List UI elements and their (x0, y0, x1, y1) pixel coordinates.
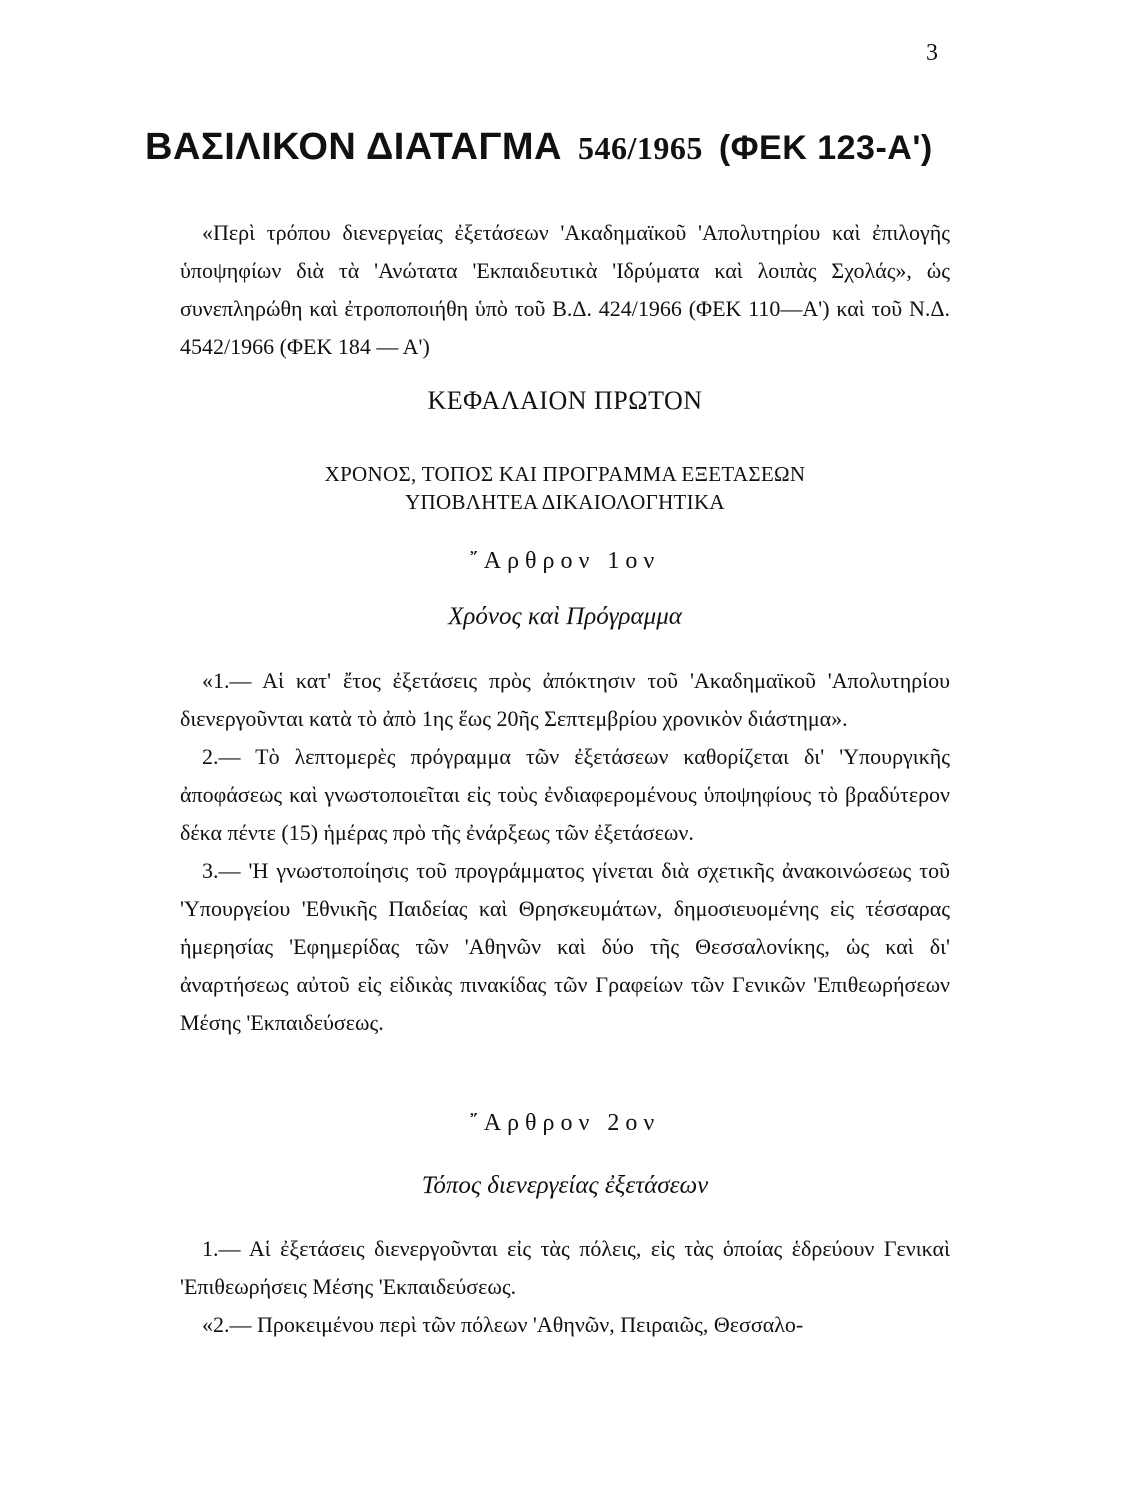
article-1-subtitle: Χρόνος καὶ Πρόγραμμα (448, 603, 682, 630)
article-1-body (180, 662, 950, 1042)
chapter-subtitle (180, 460, 950, 516)
chapter-subtitle-line-2: ΥΠΟΒΛΗΤΕΑ ΔΙΚΑΙΟΛΟΓΗΤΙΚΑ (405, 490, 725, 514)
article-1-paragraph-2: 2.— Τὸ λεπτομερὲς πρόγραμμα τῶν ἐξετάσεων καθορίζεται δι' 'Υπουργικῆς ἀποφάσεως καὶ γνωστοποιεῖται εἰς τοὺς ἐνδιαφερομένους ὑποψηφίους τὸ βραδύτερον δέκα πέντε (15) ἡμέρας πρὸ τῆς ἐνάρξεως τῶν ἐξετάσεων. (180, 744, 950, 845)
article-2-paragraph-1: 1.— Αἱ ἐξετάσεις διενεργοῦνται εἰς τὰς πόλεις, εἰς τὰς ὁποίας ἑδρεύουν Γενικαὶ 'Επιθεωρήσεις Μέσης 'Εκπαιδεύσεως. (180, 1236, 950, 1299)
article-1-paragraph-1: «1.— Αἱ κατ' ἔτος ἐξετάσεις πρὸς ἀπόκτησιν τοῦ 'Ακαδημαϊκοῦ 'Απολυτηρίου διενεργοῦνται κατὰ τὸ ἀπὸ 1ης ἕως 20ῆς Σεπτεμβρίου χρονικὸν διάστημα». (180, 668, 950, 731)
article-2-paragraph-2: «2.— Προκειμένου περὶ τῶν πόλεων 'Αθηνῶν, Πειραιῶς, Θεσσαλο- (202, 1312, 804, 1337)
article-2-body (180, 1230, 950, 1344)
article-2-heading: ῎Αρθρον 2ον (469, 1110, 661, 1136)
chapter-subtitle-line-1: ΧΡΟΝΟΣ, ΤΟΠΟΣ ΚΑΙ ΠΡΟΓΡΑΜΜΑ ΕΞΕΤΑΣΕΩΝ (324, 462, 806, 486)
article-2-subtitle: Τόπος διενεργείας ἐξετάσεων (421, 1172, 709, 1199)
page-number: 3 (926, 40, 938, 66)
chapter-title: ΚΕΦΑΛΑΙΟΝ ΠΡΩΤΟΝ (427, 386, 703, 415)
intro-paragraph (180, 214, 950, 366)
decree-number: 546/1965 (577, 130, 703, 166)
decree-title (145, 126, 933, 169)
article-1-paragraph-3: 3.— 'Η γνωστοποίησις τοῦ προγράμματος γίνεται διὰ σχετικῆς ἀνακοινώσεως τοῦ 'Υπουργείου 'Εθνικῆς Παιδείας καὶ Θρησκευμάτων, δημοσιευομένης εἰς τέσσαρας ἡμερησίας 'Εφημερίδας τῶν 'Αθηνῶν καὶ δύο τῆς Θεσσαλονίκης, ὡς καὶ δι' ἀναρτήσεως αὐτοῦ εἰς εἰδικὰς πινακίδας τῶν Γραφείων τῶν Γενικῶν 'Επιθεωρήσεων Μέσης 'Εκπαιδεύσεως. (180, 858, 950, 1035)
article-1-heading: ῎Αρθρον 1ον (469, 548, 661, 574)
decree-title-text: ΒΑΣΙΛΙΚΟΝ ΔΙΑΤΑΓΜΑ (145, 126, 562, 168)
decree-gazette-ref: (ΦΕΚ 123-Α') (718, 129, 933, 167)
intro-text: «Περὶ τρόπου διενεργείας ἐξετάσεων 'Ακαδημαϊκοῦ 'Απολυτηρίου καὶ ἐπιλογῆς ὑποψηφίων διὰ τὰ 'Ανώτατα 'Εκπαιδευτικὰ 'Ιδρύματα καὶ λοιπὰς Σχολάς», ὡς συνεπληρώθη καὶ ἐτροποποιήθη ὑπὸ τοῦ Β.Δ. 424/1966 (ΦΕΚ 110—Α') καὶ τοῦ Ν.Δ. 4542/1966 (ΦΕΚ 184 — Α') (180, 220, 950, 359)
